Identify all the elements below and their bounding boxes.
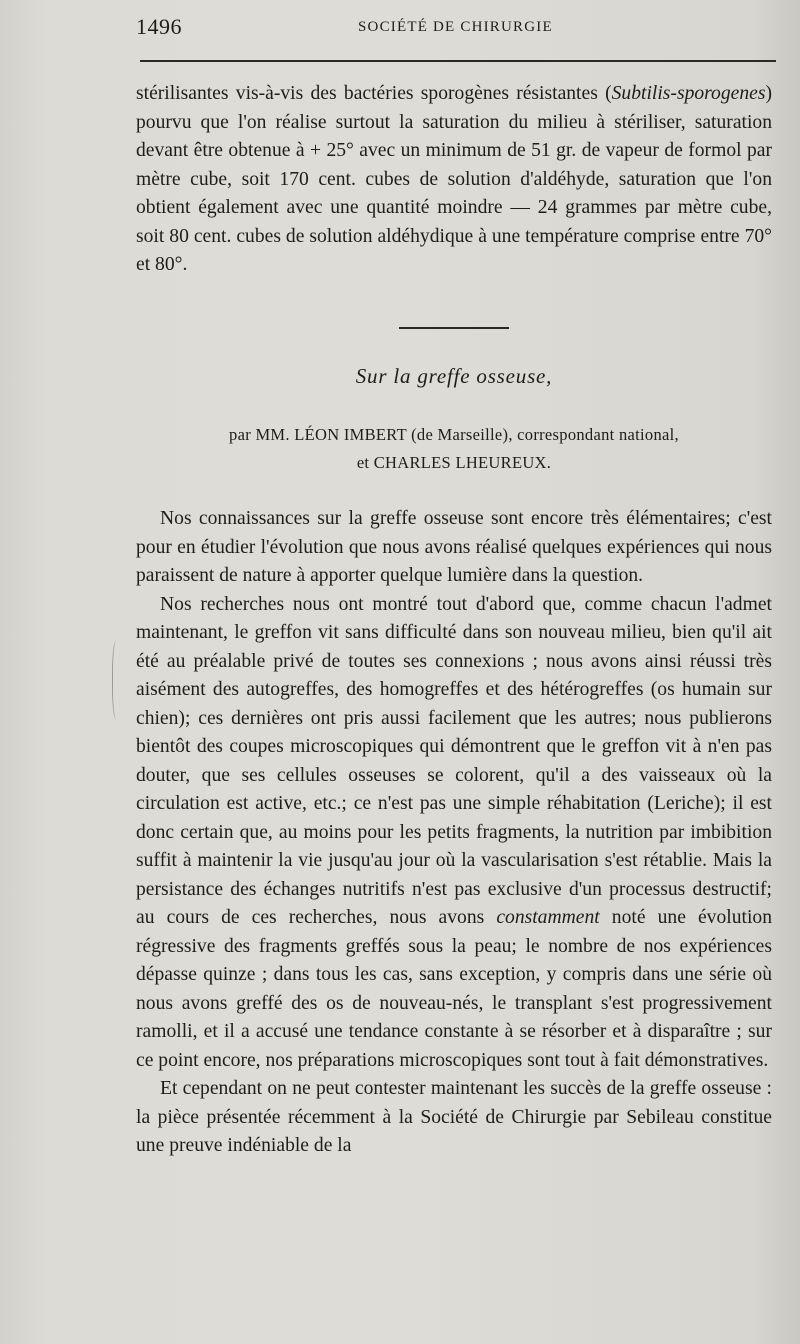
header-rule: [140, 60, 776, 62]
running-title: SOCIÉTÉ DE CHIRURGIE: [358, 19, 553, 35]
body-paragraph-2: Nos recherches nous ont montré tout d'abord que, comme chacun l'admet maintenant, le greffon vit sans difficulté dans son nouveau milieu, bien qu'il ait été au préalable privé de toutes ses connexions ; nous avons ainsi réussi très aisément des autogreffes, des homogreffes et des hétérogreffes (os humain sur chien); ces dernières ont pris aussi facilement que les autres; nous publierons bientôt des coupes microscopiques qui démontrent que le greffon vit à n'en pas douter, que ses cellules osseuses se colorent, qu'il a des vaisseaux où la circulation est active, etc.; ce n'est pas une simple réhabitation (Leriche); il est donc certain que, au moins pour les petits fragments, la nutrition par imbibition suffit à maintenir la vie jusqu'au jour où la vascularisation s'est rétablie. Mais la persistance des échanges nutritifs n'est pas exclusive d'un processus destructif; au cours de ces recherches, nous avons constamment noté une évolution régressive des fragments greffés sous la peau; le nombre de nos expériences dépasse quinze ; dans tous les cas, sans exception, y compris dans une série où nous avons greffé des os de nouveau-nés, le transplant s'est progressivement ramolli, et il a accusé une tendance constante à se résorber et à disparaître ; sur ce point encore, nos préparations microscopiques sont tout à fait démonstratives.: [136, 593, 772, 1071]
margin-pencil-mark: [112, 640, 123, 720]
page-number: 1496: [136, 14, 182, 39]
continuation-text: stérilisantes vis-à-vis des bactéries sporogènes résistantes (Subtilis-sporogenes) pourvu que l'on réalise surtout la saturation du milieu à stériliser, saturation devant être obtenue à + 25° avec un minimum de 51 gr. de vapeur de formol par mètre cube, soit 170 cent. cubes de solution d'aldéhyde, saturation que l'on obtient également avec une quantité moindre — 24 grammes par mètre cube, soit 80 cent. cubes de solution aldéhydique à une température comprise entre 70° et 80°.: [136, 83, 772, 275]
emphasized-word: constamment: [496, 907, 600, 928]
species-name: Subtilis-sporogenes: [611, 83, 766, 104]
section-separator-rule: [399, 327, 509, 329]
article-body: [136, 505, 772, 1161]
running-head: [136, 14, 776, 48]
body-paragraph-1: Nos connaissances sur la greffe osseuse sont encore très élémentaires; c'est pour en étudier l'évolution que nous avons réalisé quelques expériences qui nous paraissent de nature à apporter quelque lumière dans la question.: [136, 508, 772, 586]
continuation-paragraph: [136, 80, 772, 280]
body-paragraph-3: Et cependant on ne peut contester maintenant les succès de la greffe osseuse : la pièce présentée récemment à la Société de Chirurgie par Sebileau constitue une preuve indéniable de la: [136, 1078, 772, 1156]
article-byline: [136, 421, 772, 477]
article-title: Sur la greffe osseuse,: [355, 364, 553, 388]
byline-authors-line: par MM. LÉON IMBERT (de Marseille), correspondant national,: [229, 425, 679, 444]
byline-coauthor-line: et CHARLES LHEUREUX.: [356, 453, 552, 472]
